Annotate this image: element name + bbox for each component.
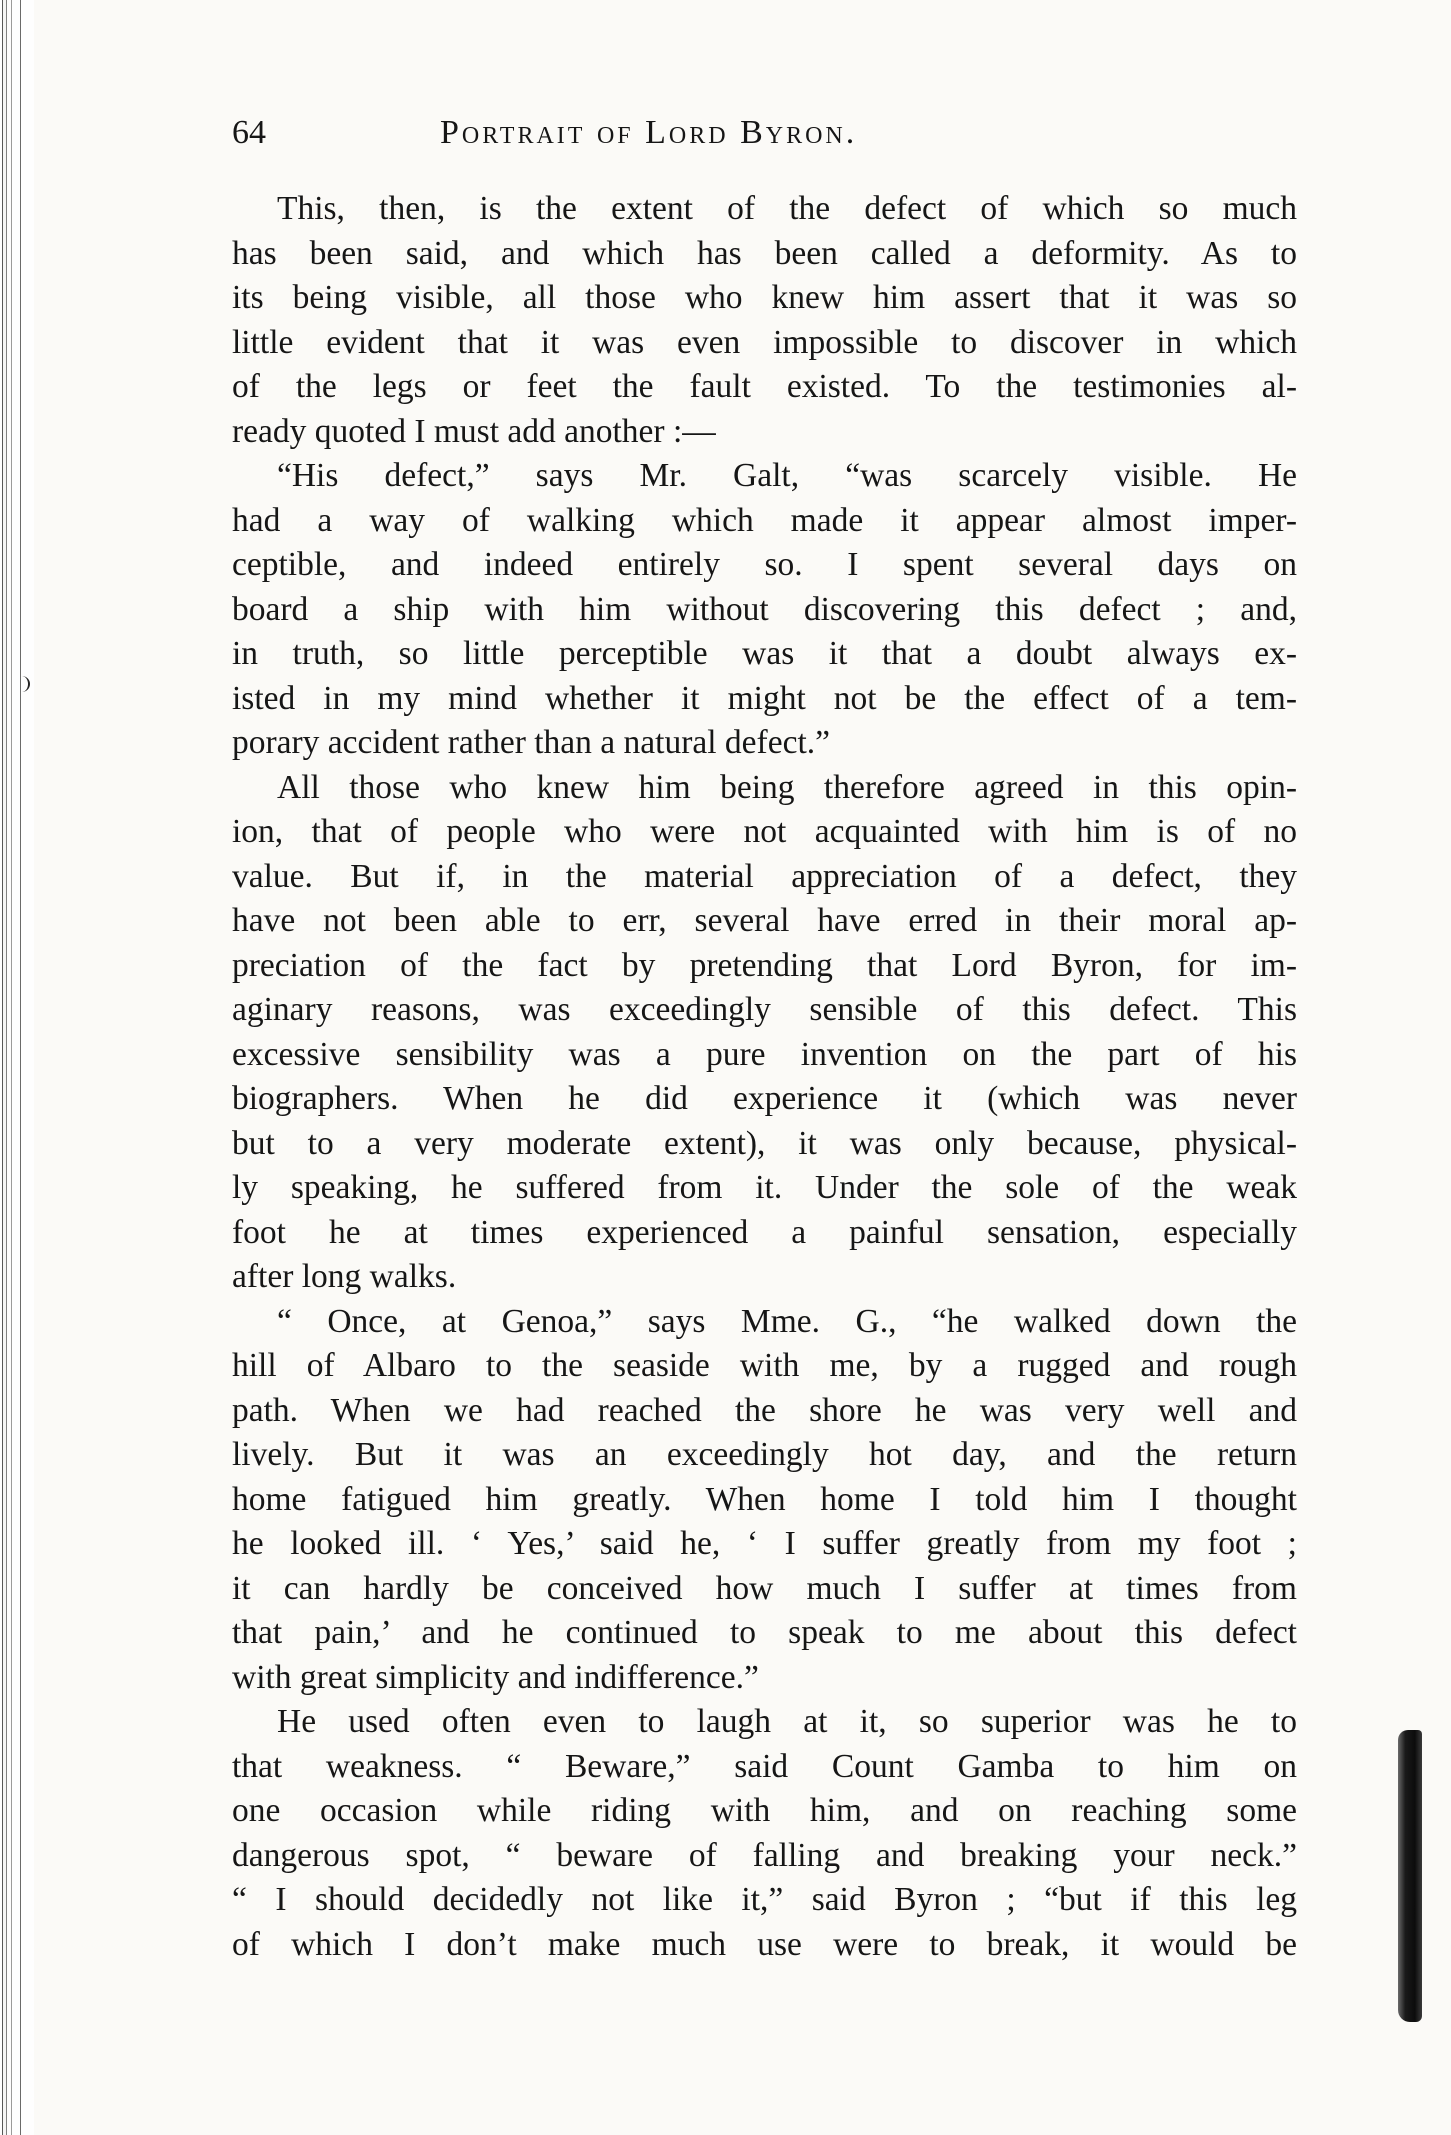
text-line: its being visible, all those who knew him assert that it was so — [232, 279, 1297, 316]
text-line: dangerous spot, “ beware of falling and breaking your neck.” — [232, 1836, 1297, 1874]
text-line: foot he at times experienced a painful sensation, especially — [232, 1213, 1297, 1251]
text-line: in truth, so little perceptible was it that a doubt always ex- — [232, 635, 1297, 672]
page-number: 64 — [232, 114, 266, 151]
text-line: home fatigued him greatly. When home I told him I thought — [232, 1480, 1297, 1518]
text-line: ion, that of people who were not acquainted with him is of no — [232, 813, 1297, 850]
body-text — [232, 187, 1297, 1967]
text-line: have not been able to err, several have erred in their moral ap- — [232, 902, 1297, 939]
text-line: hill of Albaro to the seaside with me, by a rugged and rough — [232, 1347, 1297, 1384]
text-line: had a way of walking which made it appear almost imper- — [232, 501, 1297, 539]
text-line: it can hardly be conceived how much I suffer at times from — [232, 1569, 1297, 1607]
text-line: with great simplicity and indifference.” — [232, 1658, 759, 1696]
text-line: lively. But it was an exceedingly hot day, and the return — [232, 1436, 1297, 1473]
text-line: of the legs or feet the fault existed. To the testimonies al- — [232, 368, 1297, 405]
text-line: that pain,’ and he continued to speak to me about this defect — [232, 1614, 1297, 1651]
text-line: one occasion while riding with him, and on reaching some — [232, 1792, 1297, 1829]
text-line: “ Once, at Genoa,” says Mme. G., “he walked down the — [277, 1302, 1297, 1340]
text-line: preciation of the fact by pretending that Lord Byron, for im- — [232, 946, 1297, 984]
running-title: Portrait of Lord Byron. — [440, 114, 858, 151]
text-line: but to a very moderate extent), it was only because, physical- — [232, 1124, 1297, 1162]
text-line: porary accident rather than a natural defect.” — [232, 724, 830, 761]
text-line: path. When we had reached the shore he was very well and — [232, 1391, 1297, 1429]
binding-edge — [0, 0, 34, 2135]
scan-edge-artifact — [1398, 1730, 1422, 2022]
text-line: that weakness. “ Beware,” said Count Gamba to him on — [232, 1747, 1297, 1785]
text-line: ready quoted I must add another :— — [232, 412, 716, 450]
text-line: ceptible, and indeed entirely so. I spent several days on — [232, 546, 1297, 583]
text-line: This, then, is the extent of the defect of which so much — [277, 190, 1297, 227]
text-line: he looked ill. ‘ Yes,’ said he, ‘ I suffer greatly from my foot ; — [232, 1525, 1297, 1562]
text-line: after long walks. — [232, 1258, 457, 1295]
text-line: aginary reasons, was exceedingly sensible of this defect. This — [232, 991, 1297, 1028]
text-line: value. But if, in the material appreciation of a defect, they — [232, 857, 1297, 895]
text-line: “ I should decidedly not like it,” said Byron ; “but if this leg — [232, 1881, 1297, 1918]
text-line: little evident that it was even impossible to discover in which — [232, 323, 1297, 361]
text-line: isted in my mind whether it might not be the effect of a tem- — [232, 679, 1297, 717]
running-header — [232, 106, 1297, 160]
text-line: biographers. When he did experience it (which was never — [232, 1080, 1297, 1117]
text-line: ly speaking, he suffered from it. Under the sole of the weak — [232, 1169, 1297, 1206]
text-line: has been said, and which has been called a deformity. As to — [232, 234, 1297, 272]
text-line: excessive sensibility was a pure invention on the part of his — [232, 1035, 1297, 1073]
text-line: “His defect,” says Mr. Galt, “was scarcely visible. He — [277, 457, 1297, 494]
text-line: of which I don’t make much use were to break, it would be — [232, 1925, 1297, 1963]
text-line: He used often even to laugh at it, so superior was he to — [277, 1703, 1297, 1740]
text-line: board a ship with him without discovering this defect ; and, — [232, 590, 1297, 628]
text-line: All those who knew him being therefore agreed in this opin- — [277, 768, 1297, 806]
